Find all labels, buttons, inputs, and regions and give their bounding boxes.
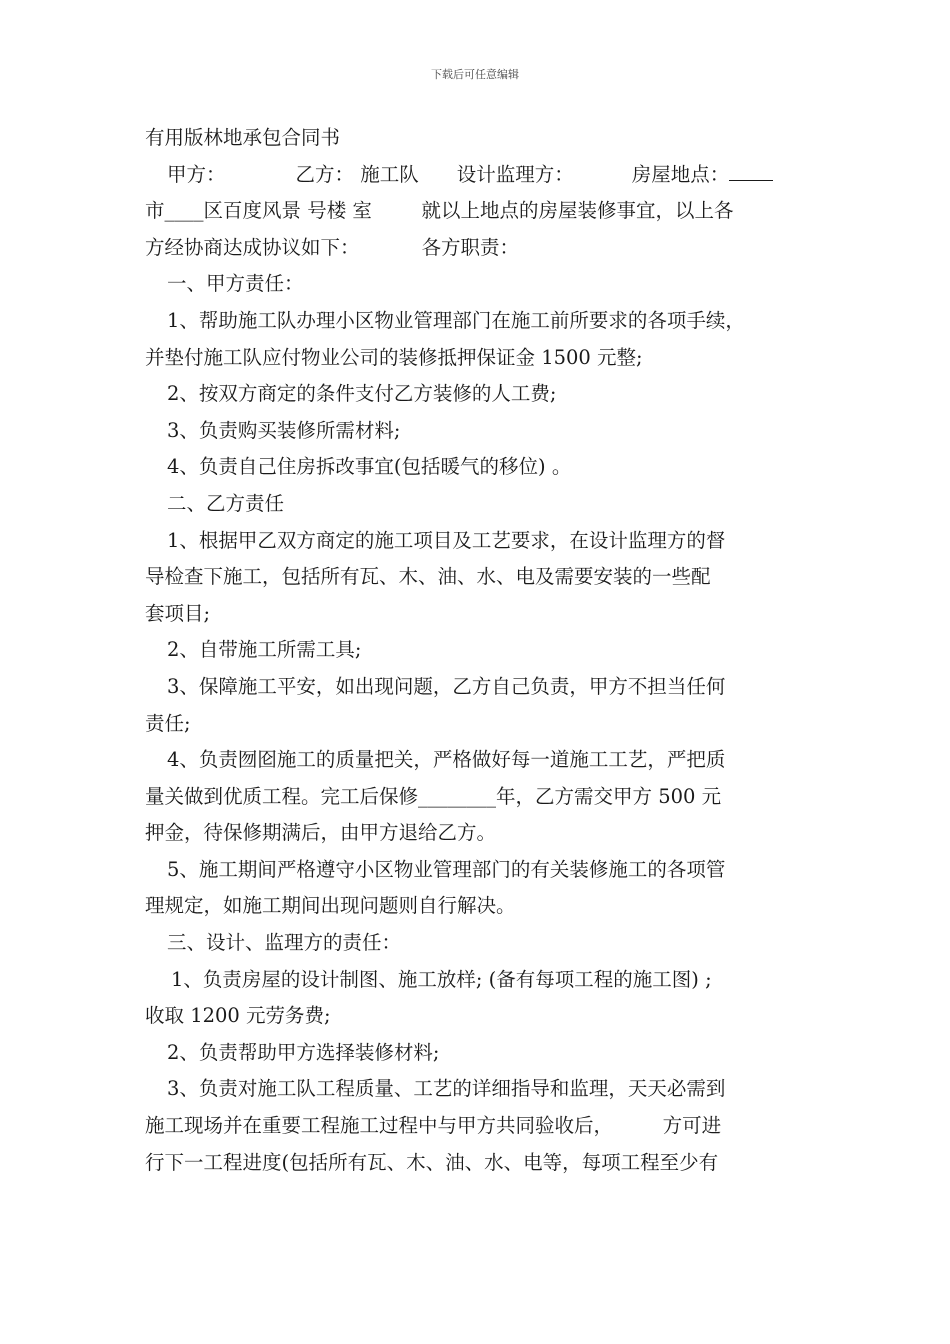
- text-line: [145, 925, 807, 962]
- text-line: [145, 815, 807, 852]
- text-line: [145, 157, 807, 194]
- text-line: [145, 596, 807, 633]
- text-line: [145, 632, 807, 669]
- text-line: [145, 340, 807, 377]
- text-segment: 1、负责房屋的设计制图、施工放样; (备有每项工程的施工图) ;: [171, 967, 712, 991]
- text-segment: 导检查下施工，包括所有瓦、木、油、水、电及需要安装的一些配: [145, 565, 711, 589]
- text-segment: 市____区百度风景 号楼 室 就以上地点的房屋装修事宜，以上各: [145, 199, 734, 223]
- text-segment: 押金，待保修期满后，由甲方退给乙方。: [145, 821, 497, 845]
- document-body: [145, 120, 807, 1181]
- text-line: [145, 266, 807, 303]
- text-line: [145, 413, 807, 450]
- text-line: [145, 888, 807, 925]
- text-line: [145, 120, 807, 157]
- text-line: [145, 852, 807, 889]
- text-line: [145, 1035, 807, 1072]
- text-line: [145, 486, 807, 523]
- text-segment: 套项目;: [145, 601, 211, 625]
- text-segment: 三、设计、监理方的责任：: [167, 931, 402, 955]
- text-segment: 房屋地点：: [631, 162, 730, 186]
- text-line: [145, 559, 807, 596]
- text-line: [145, 1145, 807, 1182]
- text-segment: 一、甲方责任：: [167, 272, 304, 296]
- text-line: [145, 1071, 807, 1108]
- text-segment: 1、帮助施工队办理小区物业管理部门在施工前所要求的各项手续，: [167, 308, 745, 332]
- text-line: [145, 706, 807, 743]
- text-line: [145, 230, 807, 267]
- text-segment: 设计监理方：: [456, 162, 574, 186]
- text-segment: 2、按双方商定的条件支付乙方装修的人工费;: [167, 382, 557, 406]
- text-segment: 2、自带施工所需工具;: [167, 638, 362, 662]
- text-segment: 1、根据甲乙双方商定的施工项目及工艺要求，在设计监理方的督: [167, 528, 726, 552]
- text-line: [145, 779, 807, 816]
- text-segment: 4、负责自己住房拆改事宜(包括暖气的移位) 。: [167, 455, 572, 479]
- text-segment: 二、乙方责任: [167, 491, 285, 515]
- text-line: [145, 193, 807, 230]
- text-line: [145, 303, 807, 340]
- text-segment: 甲方：: [167, 162, 226, 186]
- text-segment: 2、负责帮助甲方选择装修材料;: [167, 1040, 440, 1064]
- text-segment: 并垫付施工队应付物业公司的装修抵押保证金 1500 元整;: [145, 345, 643, 369]
- text-segment: 理规定，如施工期间出现问题则自行解决。: [145, 894, 516, 918]
- text-line: [145, 962, 807, 999]
- text-segment: 施工现场并在重要工程施工过程中与甲方共同验收后， 方可进: [145, 1114, 722, 1138]
- fill-blank: [729, 158, 773, 181]
- text-line: [145, 1108, 807, 1145]
- text-segment: 收取 1200 元劳务费;: [145, 1004, 331, 1028]
- text-line: [145, 669, 807, 706]
- text-segment: 乙方： 施工队: [295, 162, 419, 186]
- text-segment: 3、保障施工平安，如出现问题，乙方自己负责，甲方不担当任何: [167, 674, 726, 698]
- text-segment: 量关做到优质工程。完工后保修________年，乙方需交甲方 500 元: [145, 784, 722, 808]
- text-segment: 5、施工期间严格遵守小区物业管理部门的有关装修施工的各项管: [167, 857, 726, 881]
- text-line: [145, 523, 807, 560]
- text-segment: 3、负责对施工队工程质量、工艺的详细指导和监理，天天必需到: [167, 1077, 726, 1101]
- text-segment: 行下一工程进度(包括所有瓦、木、油、水、电等，每项工程至少有: [145, 1150, 719, 1174]
- text-segment: 4、负责囫囵施工的质量把关，严格做好每一道施工工艺，严把质: [167, 748, 726, 772]
- text-segment: 责任;: [145, 711, 191, 735]
- text-line: [145, 376, 807, 413]
- text-line: [145, 449, 807, 486]
- text-segment: 3、负责购买装修所需材料;: [167, 418, 401, 442]
- text-segment: 方经协商达成协议如下： 各方职责：: [145, 235, 519, 259]
- page-header: 下载后可任意编辑: [431, 68, 519, 81]
- text-line: [145, 742, 807, 779]
- text-line: [145, 998, 807, 1035]
- text-segment: 有用版林地承包合同书: [145, 126, 341, 149]
